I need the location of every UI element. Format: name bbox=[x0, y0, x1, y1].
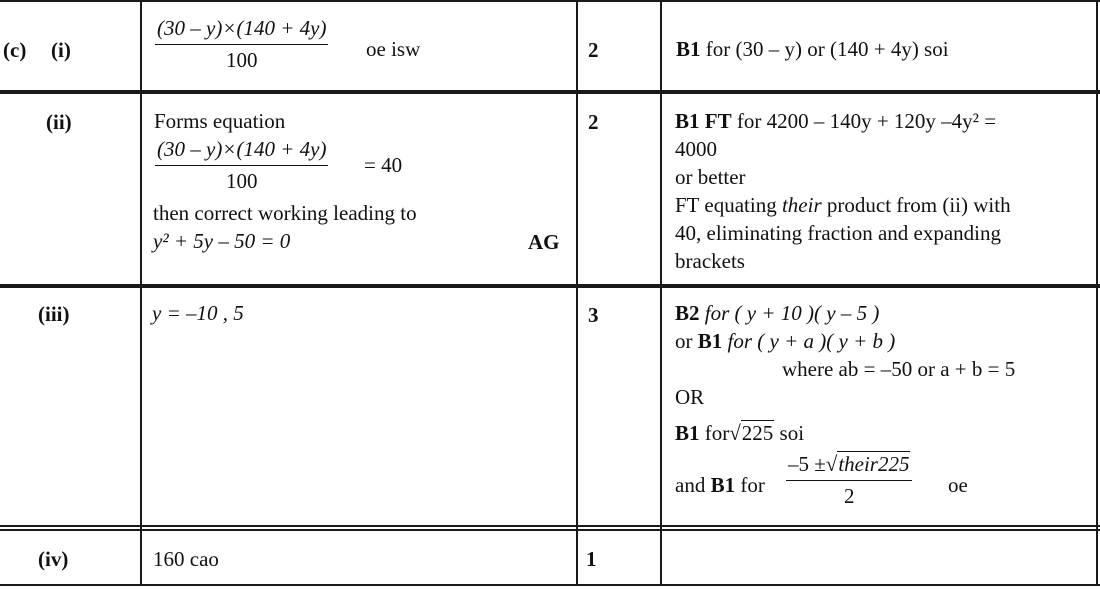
guidance-line bbox=[675, 472, 765, 498]
table-top-border bbox=[0, 0, 1100, 2]
mark-value: 1 bbox=[586, 547, 597, 571]
guidance-text: for 4200 – 140y + 120y –4y² = bbox=[736, 109, 997, 133]
fraction-numerator: (30 – y)×(140 + 4y) bbox=[155, 16, 328, 45]
guidance-text: for ( y + 10 )( y – 5 ) bbox=[704, 301, 880, 325]
table-bottom-border bbox=[0, 584, 1100, 586]
mark-code: B1 FT bbox=[675, 109, 732, 133]
guidance-text: for ( y + a )( y + b ) bbox=[727, 329, 896, 353]
fraction-denominator: 100 bbox=[225, 48, 258, 73]
guidance-text: and bbox=[675, 473, 706, 497]
guidance-line bbox=[675, 420, 804, 446]
mark-code: B1 bbox=[675, 421, 700, 445]
answer-equals: = 40 bbox=[364, 153, 403, 177]
guidance-line bbox=[675, 328, 895, 354]
answer-equation: y² + 5y – 50 = 0 bbox=[153, 229, 291, 253]
guidance-text: for bbox=[704, 421, 730, 445]
subpart-label: (ii) bbox=[46, 110, 72, 134]
guidance-text: FT equating bbox=[675, 193, 777, 217]
guidance-text: product from (ii) with bbox=[826, 193, 1011, 217]
sqrt-symbol: √ bbox=[825, 452, 838, 476]
guidance-line bbox=[676, 36, 949, 62]
guidance-text: for bbox=[740, 473, 765, 497]
guidance-or: OR bbox=[675, 385, 705, 409]
guidance-oe: oe bbox=[948, 473, 968, 497]
mark-code: B1 bbox=[676, 37, 701, 61]
mark-value: 2 bbox=[588, 110, 599, 134]
mark-code: B2 bbox=[675, 301, 700, 325]
their-word: their bbox=[781, 193, 822, 217]
mark-code: B1 bbox=[710, 473, 736, 497]
fraction-numerator bbox=[786, 452, 912, 481]
subpart-label: (iv) bbox=[38, 547, 69, 571]
answer-line: then correct working leading to bbox=[153, 201, 417, 225]
row-divider bbox=[0, 286, 1100, 288]
column-divider bbox=[660, 0, 662, 586]
sqrt-symbol: √ bbox=[729, 421, 741, 445]
table-right-border bbox=[1096, 0, 1098, 586]
guidance-line bbox=[675, 108, 996, 134]
fraction-denominator: 100 bbox=[225, 169, 258, 194]
guidance-line bbox=[675, 300, 879, 326]
answer-line: Forms equation bbox=[154, 109, 286, 133]
ag-label: AG bbox=[528, 230, 560, 254]
column-divider bbox=[140, 0, 142, 586]
fraction-denominator: 2 bbox=[843, 484, 855, 509]
answer-suffix: oe isw bbox=[366, 37, 421, 61]
answer-fraction bbox=[155, 16, 328, 73]
part-label: (c) bbox=[3, 38, 27, 62]
mark-value: 3 bbox=[588, 303, 599, 327]
subpart-label: (i) bbox=[51, 38, 71, 62]
answer-fraction bbox=[155, 137, 328, 194]
guidance-condition: where ab = –50 or a + b = 5 bbox=[782, 357, 1016, 381]
guidance-line: brackets bbox=[675, 249, 745, 273]
guidance-line: 40, eliminating fraction and expanding bbox=[675, 221, 1001, 245]
row-divider bbox=[0, 529, 1100, 531]
guidance-line: 4000 bbox=[675, 137, 717, 161]
subpart-label: (iii) bbox=[38, 302, 70, 326]
row-divider bbox=[0, 525, 1100, 527]
guidance-text: soi bbox=[779, 421, 805, 445]
sqrt-radicand: their225 bbox=[838, 452, 910, 476]
row-divider bbox=[0, 92, 1100, 94]
column-divider bbox=[576, 0, 578, 586]
guidance-line: or better bbox=[675, 165, 746, 189]
guidance-text: for (30 – y) or (140 + 4y) soi bbox=[705, 37, 949, 61]
guidance-line bbox=[675, 192, 1011, 218]
mark-value: 2 bbox=[588, 38, 599, 62]
fraction-numerator-prefix: –5 ± bbox=[788, 452, 826, 476]
guidance-text: or bbox=[675, 329, 693, 353]
answer-text: 160 cao bbox=[153, 547, 219, 571]
guidance-fraction bbox=[786, 452, 912, 509]
mark-code: B1 bbox=[697, 329, 723, 353]
fraction-numerator: (30 – y)×(140 + 4y) bbox=[155, 137, 328, 166]
sqrt-radicand: 225 bbox=[741, 421, 774, 445]
answer-text: y = –10 , 5 bbox=[152, 301, 244, 325]
